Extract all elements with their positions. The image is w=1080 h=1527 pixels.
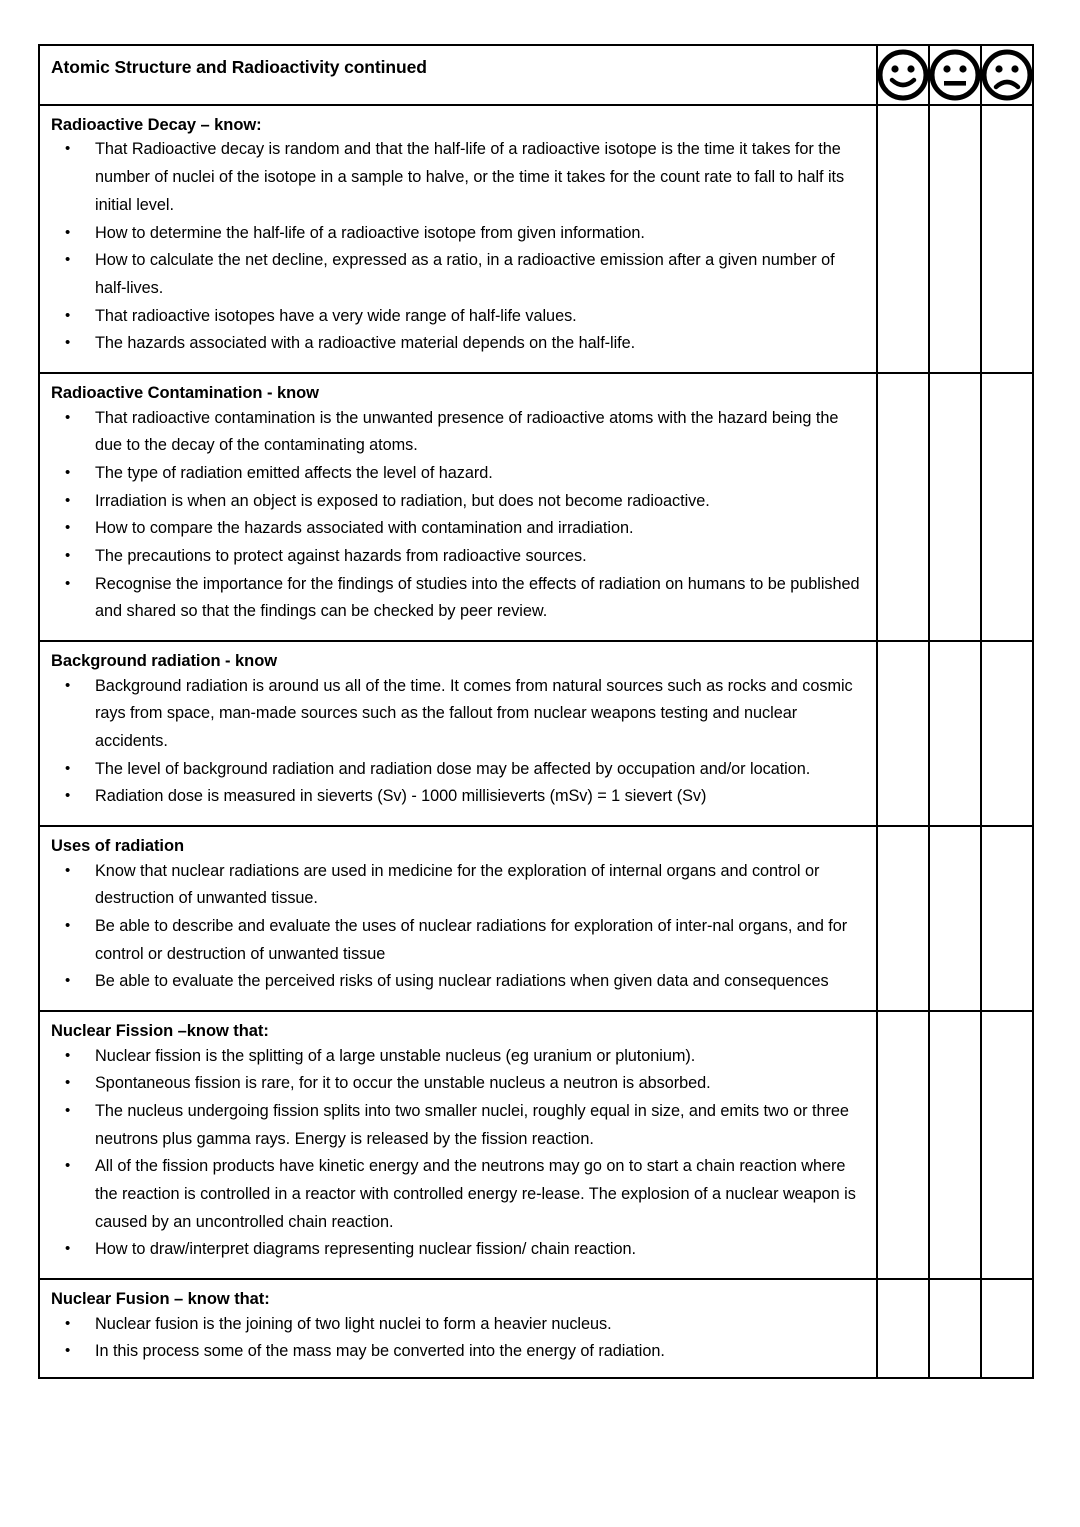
rating-cell-neutral[interactable] <box>929 105 981 373</box>
bullet-icon: • <box>65 1240 71 1258</box>
bullet-icon: • <box>65 1101 71 1119</box>
section-bullet-list <box>51 673 864 812</box>
list-item <box>51 543 864 571</box>
list-item <box>51 220 864 248</box>
table-row <box>39 641 1033 826</box>
list-item <box>51 1311 864 1339</box>
rating-cell-sad[interactable] <box>981 105 1033 373</box>
bullet-icon: • <box>65 547 71 565</box>
list-item-text: Know that nuclear radiations are used in medicine for the exploration of internal organs and control or destruction of unwanted tissue. <box>95 861 820 908</box>
bullet-icon: • <box>65 491 71 509</box>
bullet-icon: • <box>65 861 71 879</box>
rating-cell-sad[interactable] <box>981 1011 1033 1279</box>
rating-cell-happy[interactable] <box>877 1011 929 1279</box>
list-item-text: How to determine the half-life of a radioactive isotope from given information. <box>95 223 645 242</box>
revision-checklist-table <box>38 44 1034 1379</box>
section-bullet-list <box>51 405 864 627</box>
table-row <box>39 373 1033 641</box>
rating-cell-happy[interactable] <box>877 373 929 641</box>
happy-face-icon <box>876 48 930 102</box>
section-heading: Radioactive Decay – know: <box>51 116 262 134</box>
list-item-text: Be able to evaluate the perceived risks of using nuclear radiations when given data and consequences <box>95 972 829 991</box>
section-heading: Nuclear Fission –know that: <box>51 1022 269 1041</box>
list-item <box>51 858 864 913</box>
neutral-face-icon <box>928 48 982 102</box>
table-row <box>39 1011 1033 1279</box>
list-item <box>51 303 864 331</box>
table-header-row <box>39 45 1033 105</box>
list-item <box>51 1153 864 1236</box>
bullet-icon: • <box>65 1342 71 1360</box>
rating-cell-sad[interactable] <box>981 373 1033 641</box>
list-item <box>51 515 864 543</box>
list-item-text: The precautions to protect against hazards from radioactive sources. <box>95 547 587 566</box>
list-item <box>51 136 864 219</box>
bullet-icon: • <box>65 972 71 990</box>
list-item <box>51 460 864 488</box>
rating-header-happy <box>877 45 929 105</box>
section-cell-background-radiation <box>39 641 877 826</box>
rating-cell-sad[interactable] <box>981 641 1033 826</box>
bullet-icon: • <box>65 1314 71 1332</box>
list-item-text: Nuclear fusion is the joining of two light nuclei to form a heavier nucleus. <box>95 1314 612 1333</box>
bullet-icon: • <box>65 519 71 537</box>
list-item-text: Nuclear fission is the splitting of a large unstable nucleus (eg uranium or plutonium). <box>95 1046 696 1065</box>
table-row <box>39 105 1033 373</box>
list-item-text: All of the fission products have kinetic energy and the neutrons may go on to start a chain reaction where the reaction is controlled in a reactor with controlled energy re-lease. The explosion of a nuclear weapon is caused by an uncontrolled chain reaction. <box>95 1157 856 1231</box>
table-row <box>39 826 1033 1011</box>
bullet-icon: • <box>65 1074 71 1092</box>
section-cell-radioactive-decay <box>39 105 877 373</box>
list-item-text: That radioactive isotopes have a very wide range of half-life values. <box>95 306 577 325</box>
list-item-text: Recognise the importance for the findings of studies into the effects of radiation on humans to be published and shared so that the findings can be checked by peer review. <box>95 574 860 621</box>
bullet-icon: • <box>65 787 71 805</box>
header-title-cell <box>39 45 877 105</box>
rating-cell-neutral[interactable] <box>929 641 981 826</box>
list-item <box>51 571 864 626</box>
list-item <box>51 1070 864 1098</box>
section-bullet-list <box>51 136 864 358</box>
table-row <box>39 1279 1033 1378</box>
section-bullet-list <box>51 1311 864 1366</box>
section-heading: Uses of radiation <box>51 837 185 856</box>
bullet-icon: • <box>65 463 71 481</box>
bullet-icon: • <box>65 306 71 324</box>
list-item-text: Irradiation is when an object is exposed to radiation, but does not become radioactive. <box>95 491 710 510</box>
rating-cell-sad[interactable] <box>981 826 1033 1011</box>
rating-cell-neutral[interactable] <box>929 373 981 641</box>
table-body <box>39 45 1033 1378</box>
section-bullet-list <box>51 858 864 997</box>
list-item <box>51 783 864 811</box>
rating-header-sad <box>981 45 1033 105</box>
list-item-text: In this process some of the mass may be converted into the energy of radiation. <box>95 1342 665 1361</box>
bullet-icon: • <box>65 916 71 934</box>
bullet-icon: • <box>65 574 71 592</box>
list-item <box>51 247 864 302</box>
rating-cell-neutral[interactable] <box>929 826 981 1011</box>
section-cell-nuclear-fission <box>39 1011 877 1279</box>
bullet-icon: • <box>65 251 71 269</box>
bullet-icon: • <box>65 676 71 694</box>
section-bullet-list <box>51 1043 864 1265</box>
list-item <box>51 1236 864 1264</box>
list-item <box>51 756 864 784</box>
bullet-icon: • <box>65 223 71 241</box>
page-title: Atomic Structure and Radioactivity continued <box>51 57 427 77</box>
rating-cell-neutral[interactable] <box>929 1279 981 1378</box>
list-item <box>51 1043 864 1071</box>
rating-cell-neutral[interactable] <box>929 1011 981 1279</box>
list-item-text: Background radiation is around us all of the time. It comes from natural sources such as rocks and cosmic rays from space, man-made sources such as the fallout from nuclear weapons testing and nuclear accidents. <box>95 676 853 751</box>
rating-header-neutral <box>929 45 981 105</box>
section-cell-uses-of-radiation <box>39 826 877 1011</box>
rating-cell-happy[interactable] <box>877 641 929 826</box>
list-item-text: Be able to describe and evaluate the uses of nuclear radiations for exploration of inter-nal organs, and for control or destruction of unwanted tissue <box>95 916 848 963</box>
rating-cell-happy[interactable] <box>877 826 929 1011</box>
bullet-icon: • <box>65 1046 71 1064</box>
bullet-icon: • <box>65 408 71 426</box>
list-item-text: The type of radiation emitted affects the level of hazard. <box>95 463 493 482</box>
list-item <box>51 330 864 358</box>
rating-cell-happy[interactable] <box>877 105 929 373</box>
list-item-text: That Radioactive decay is random and that the half-life of a radioactive isotope is the time it takes for the number of nuclei of the isotope in a sample to halve, or the time it takes for the count rate to fall to half its initial level. <box>95 140 845 214</box>
list-item-text: That radioactive contamination is the unwanted presence of radioactive atoms with the hazard being the due to the decay of the contaminating atoms. <box>95 408 839 455</box>
section-cell-radioactive-contamination <box>39 373 877 641</box>
section-cell-nuclear-fusion <box>39 1279 877 1378</box>
list-item-text: The nucleus undergoing fission splits into two smaller nuclei, roughly equal in size, and emits two or three neutrons plus gamma rays. Energy is released by the fission reaction. <box>95 1101 849 1148</box>
list-item <box>51 913 864 968</box>
list-item <box>51 968 864 996</box>
list-item <box>51 1338 864 1366</box>
list-item <box>51 488 864 516</box>
rating-cell-sad[interactable] <box>981 1279 1033 1378</box>
list-item-text: How to calculate the net decline, expressed as a ratio, in a radioactive emission after a given number of half-lives. <box>95 251 835 297</box>
list-item-text: How to compare the hazards associated with contamination and irradiation. <box>95 519 634 538</box>
bullet-icon: • <box>65 759 71 777</box>
bullet-icon: • <box>65 140 71 158</box>
sad-face-icon <box>980 48 1034 102</box>
list-item-text: The level of background radiation and radiation dose may be affected by occupation and/or location. <box>95 759 811 778</box>
list-item-text: The hazards associated with a radioactive material depends on the half-life. <box>95 334 636 353</box>
list-item <box>51 673 864 756</box>
bullet-icon: • <box>65 1157 71 1175</box>
rating-cell-happy[interactable] <box>877 1279 929 1378</box>
bullet-icon: • <box>65 334 71 352</box>
section-heading: Background radiation - know <box>51 652 278 671</box>
section-heading: Radioactive Contamination - know <box>51 384 319 403</box>
list-item <box>51 1098 864 1153</box>
list-item <box>51 405 864 460</box>
list-item-text: Spontaneous fission is rare, for it to occur the unstable nucleus a neutron is absorbed. <box>95 1074 711 1093</box>
list-item-text: Radiation dose is measured in sieverts (Sv) - 1000 millisieverts (mSv) = 1 sievert (Sv) <box>95 787 707 806</box>
list-item-text: How to draw/interpret diagrams representing nuclear fission/ chain reaction. <box>95 1240 636 1259</box>
section-heading: Nuclear Fusion – know that: <box>51 1290 270 1309</box>
